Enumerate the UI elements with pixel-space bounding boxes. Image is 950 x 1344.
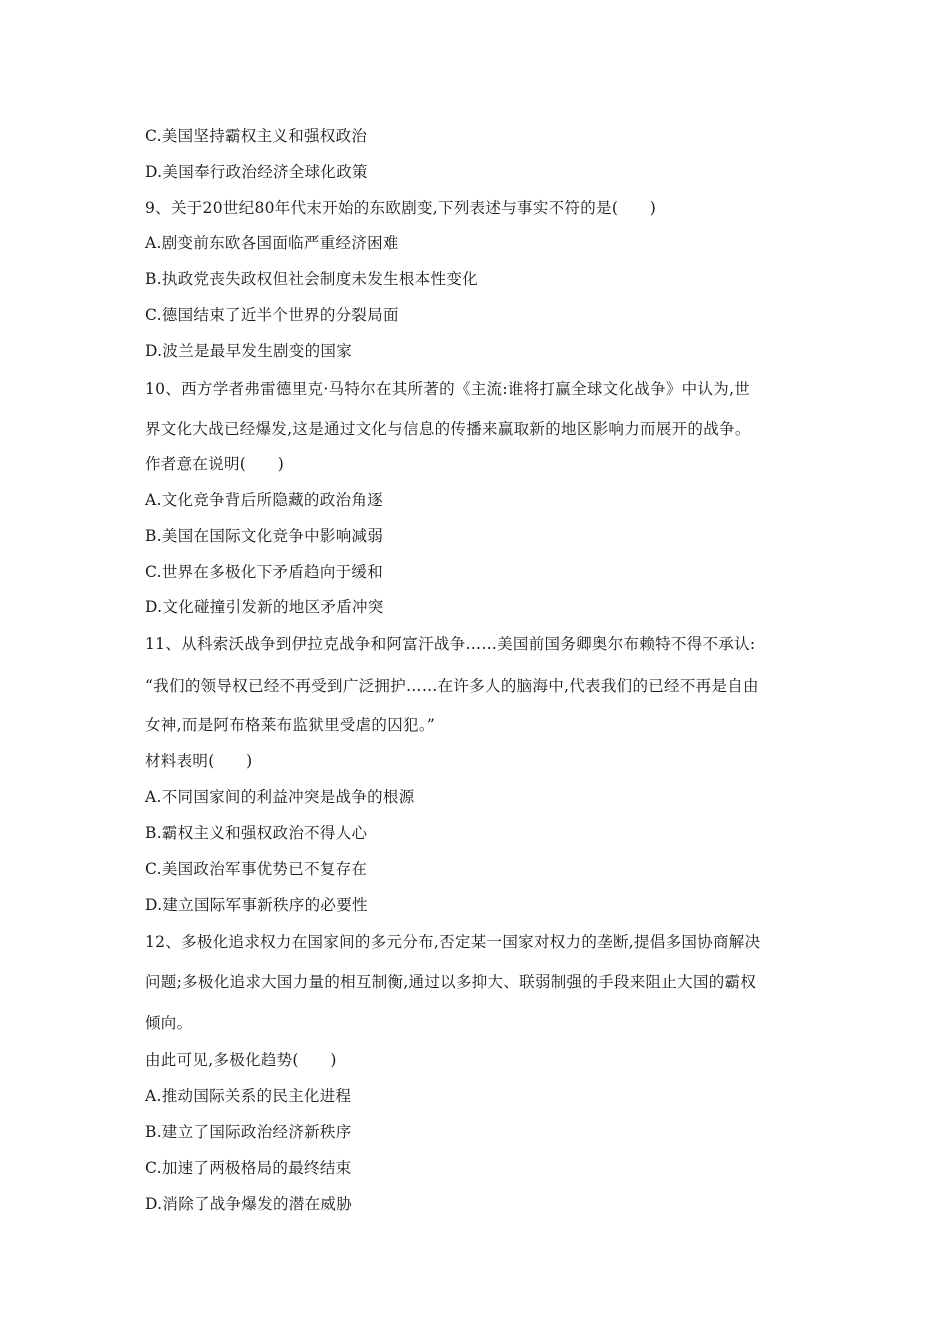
q9-option-c: C.德国结束了近半个世界的分裂局面 [145, 306, 399, 324]
q11-stem-line-3: 女神,而是阿布格莱布监狱里受虐的囚犯。” [145, 716, 436, 734]
q12-stem-line-2: 问题;多极化追求大国力量的相互制衡,通过以多抑大、联弱制强的手段来阻止大国的霸权 [145, 973, 757, 991]
q11-stem-line-4: 材料表明( ) [145, 752, 253, 770]
q10-stem-line-2: 界文化大战已经爆发,这是通过文化与信息的传播来赢取新的地区影响力而展开的战争。 [145, 420, 751, 438]
q9-option-a: A.剧变前东欧各国面临严重经济困难 [145, 234, 399, 252]
q9-option-d: D.波兰是最早发生剧变的国家 [145, 342, 353, 360]
q11-option-c: C.美国政治军事优势已不复存在 [145, 860, 368, 878]
q8-option-c: C.美国坚持霸权主义和强权政治 [145, 127, 368, 145]
q12-option-d: D.消除了战争爆发的潜在威胁 [145, 1195, 353, 1213]
q12-stem-line-1: 12、多极化追求权力在国家间的多元分布,否定某一国家对权力的垄断,提倡多国协商解决 [145, 933, 761, 951]
q12-option-c: C.加速了两极格局的最终结束 [145, 1159, 352, 1177]
q11-option-b: B.霸权主义和强权政治不得人心 [145, 824, 368, 842]
q12-stem-line-3: 倾向。 [145, 1014, 193, 1032]
q12-stem-line-4: 由此可见,多极化趋势( ) [145, 1051, 337, 1069]
q10-option-d: D.文化碰撞引发新的地区矛盾冲突 [145, 598, 384, 616]
q12-option-a: A.推动国际关系的民主化进程 [145, 1087, 352, 1105]
q11-option-a: A.不同国家间的利益冲突是战争的根源 [145, 788, 415, 806]
q9-option-b: B.执政党丧失政权但社会制度未发生根本性变化 [145, 270, 478, 288]
q12-option-b: B.建立了国际政治经济新秩序 [145, 1123, 352, 1141]
q11-option-d: D.建立国际军事新秩序的必要性 [145, 896, 368, 914]
q10-stem-line-3: 作者意在说明( ) [145, 455, 285, 473]
q10-stem-line-1: 10、西方学者弗雷德里克·马特尔在其所著的《主流:谁将打赢全球文化战争》中认为,世 [145, 380, 751, 398]
q10-option-c: C.世界在多极化下矛盾趋向于缓和 [145, 563, 384, 581]
q10-option-a: A.文化竞争背后所隐藏的政治角逐 [145, 491, 383, 509]
q9-stem: 9、关于20世纪80年代末开始的东欧剧变,下列表述与事实不符的是( ) [145, 199, 657, 217]
q11-stem-line-2: “我们的领导权已经不再受到广泛拥护……在许多人的脑海中,代表我们的已经不再是自由 [145, 677, 759, 695]
q11-stem-line-1: 11、从科索沃战争到伊拉克战争和阿富汗战争……美国前国务卿奥尔布赖特不得不承认: [145, 635, 756, 653]
q8-option-d: D.美国奉行政治经济全球化政策 [145, 163, 368, 181]
q10-option-b: B.美国在国际文化竞争中影响减弱 [145, 527, 384, 545]
